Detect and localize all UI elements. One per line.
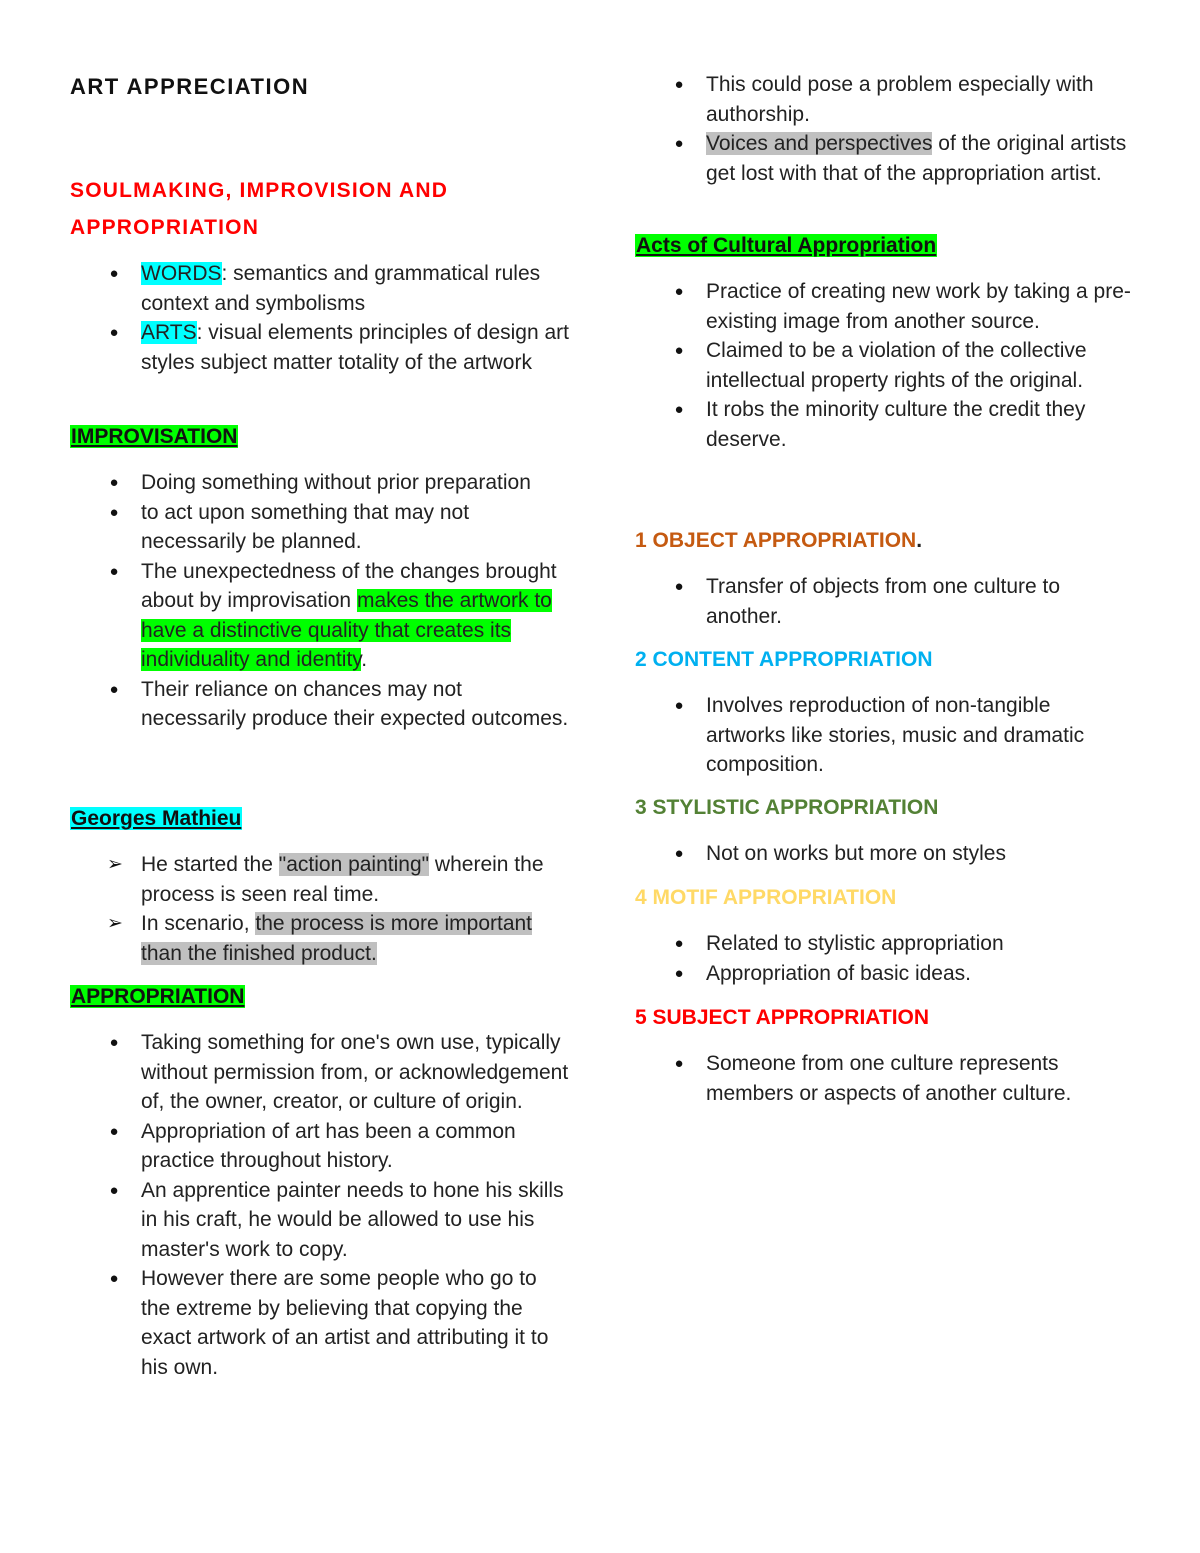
bullet-icon: ● [109,503,119,521]
arrowhead-icon: ➢ [107,854,123,875]
bullet-icon: ● [109,1270,119,1287]
list-item-text: Practice of creating new work by taking a pre-existing image from another source. [706,280,1131,333]
stylistic-appropriation-list [635,839,1135,869]
subject-appropriation-heading: 5 SUBJECT APPROPRIATION [635,1006,930,1029]
list-item-text: Appropriation of art has been a common practice throughout history. [141,1119,516,1172]
category-content [635,645,1135,780]
list-item [635,395,1135,454]
list-item [70,675,570,734]
list-item [70,498,570,557]
list-item-text: Transfer of objects from one culture to another. [706,575,1061,628]
category-motif [635,883,1135,988]
mathieu-label: Georges Mathieu [71,807,242,830]
list-item-text: It robs the minority culture the credit they deserve. [706,398,1086,451]
list-item [635,70,1135,129]
list-item-text: of the original artists get lost with that of the appropriation artist. [706,132,1127,185]
category-stylistic [635,793,1135,869]
highlighted-text: "action painting" [278,853,430,876]
motif-appropriation-list [635,929,1135,988]
list-item-text: In scenario, [141,912,256,935]
improvisation-section [70,422,570,734]
term-arts: ARTS [141,321,197,344]
bullet-icon: ● [109,324,119,341]
list-item [70,850,570,909]
term-arts-definition: : visual elements principles of design art styles subject matter totality of the artwork [141,321,569,374]
list-item-text: Not on works but more on styles [706,842,1006,865]
list-item-text: Taking something for one's own use, typically without permission from, or acknowledgement of, the owner, creator, or culture of origin. [141,1031,569,1113]
appropriation-list [70,1028,570,1382]
category-object [635,526,1135,631]
cultural-list [635,277,1135,454]
object-appropriation-heading [635,526,1135,556]
document-title: ART APPRECIATION [70,74,310,99]
bullet-icon: ● [109,1122,119,1140]
list-item-text: to act upon something that may not necessarily be planned. [141,500,470,553]
cultural-label: Acts of Cultural Appropriation [636,234,937,257]
list-item [70,259,570,318]
list-item [635,929,1135,959]
bullet-icon: ● [674,578,684,595]
bullet-icon: ● [109,562,119,580]
content-appropriation-list [635,691,1135,780]
stylistic-appropriation-heading: 3 STYLISTIC APPROPRIATION [635,796,939,819]
list-item-text: The unexpectedness of the changes brought about by improvisation [141,559,557,612]
bullet-icon: ● [109,1181,119,1199]
bullet-icon: ● [109,265,119,282]
list-item-text: However there are some people who go to the extreme by believing that copying the exact artwork of an artist and attributing it to his own. [141,1267,549,1379]
arrowhead-icon: ➢ [107,913,123,934]
list-item-text: wherein the process is seen real time. [141,853,544,906]
category-heading-text: 1 OBJECT APPROPRIATION [635,529,917,552]
list-item-text: Related to stylistic appropriation [706,932,1004,955]
main-heading [70,172,448,246]
motif-appropriation-heading: 4 MOTIF APPROPRIATION [635,886,897,909]
mathieu-section [70,804,570,968]
bullet-icon: ● [674,935,684,952]
subject-appropriation-list [635,1049,1135,1108]
list-item [635,277,1135,336]
list-item [70,1176,570,1265]
list-item [70,1028,570,1117]
bullet-icon: ● [674,283,684,300]
bullet-icon: ● [674,342,684,359]
list-item [70,318,570,377]
bullet-icon: ● [674,76,684,93]
term-words-definition: : semantics and grammatical rules context and symbolisms [141,262,541,315]
list-item [635,691,1135,780]
list-item [70,909,570,968]
highlighted-text: makes the artwork to have a distinctive quality that creates its individuality and identity [141,589,552,671]
continued-section [635,70,1135,188]
improvisation-label: IMPROVISATION [71,425,238,448]
highlighted-text: the process is more important than the finished product. [141,912,533,965]
list-item [70,468,570,498]
category-subject [635,1003,1135,1108]
list-item [635,839,1135,869]
content-appropriation-heading: 2 CONTENT APPROPRIATION [635,648,933,671]
list-item-text: An apprentice painter needs to hone his skills in his craft, he would be allowed to use his master's work to copy. [141,1178,564,1261]
list-item [70,557,570,675]
continued-list [635,70,1135,188]
list-item [70,1264,570,1382]
category-heading-suffix: . [916,529,923,552]
main-heading-line1: SOULMAKING, IMPROVISION AND [70,179,449,202]
bullet-icon: ● [674,697,684,714]
term-words: WORDS [141,262,222,285]
list-item-text: Involves reproduction of non-tangible artworks like stories, music and dramatic composition. [706,694,1085,776]
object-appropriation-list [635,572,1135,631]
improvisation-list [70,468,570,734]
bullet-icon: ● [674,135,684,152]
mathieu-list [70,850,570,968]
main-heading-line2: APPROPRIATION [70,216,260,239]
intro-section [70,259,570,377]
list-item-text: Appropriation of basic ideas. [706,961,971,985]
appropriation-label: APPROPRIATION [71,985,245,1008]
appropriation-section [70,982,570,1382]
bullet-icon: ● [674,964,684,982]
bullet-icon: ● [674,401,684,418]
list-item [70,1117,570,1176]
bullet-icon: ● [109,1034,119,1051]
list-item-text: Claimed to be a violation of the collective intellectual property rights of the original. [706,339,1087,392]
highlighted-text: Voices and perspectives [706,132,933,155]
bullet-icon: ● [109,474,119,491]
list-item-text: Their reliance on chances may not necessarily produce their expected outcomes. [141,677,569,730]
bullet-icon: ● [674,1055,684,1072]
bullet-icon: ● [674,845,684,862]
list-item-text: . [361,648,368,671]
list-item [635,336,1135,395]
list-item-text: Someone from one culture represents members or aspects of another culture. [706,1052,1072,1105]
intro-list [70,259,570,377]
list-item-text: He started the [141,853,279,876]
cultural-section [635,231,1135,454]
list-item-text: Doing something without prior preparation [141,471,531,494]
list-item [635,572,1135,631]
list-item [635,959,1135,989]
bullet-icon: ● [109,680,119,698]
list-item-text: This could pose a problem especially with authorship. [706,73,1094,126]
list-item [635,129,1135,188]
list-item [635,1049,1135,1108]
